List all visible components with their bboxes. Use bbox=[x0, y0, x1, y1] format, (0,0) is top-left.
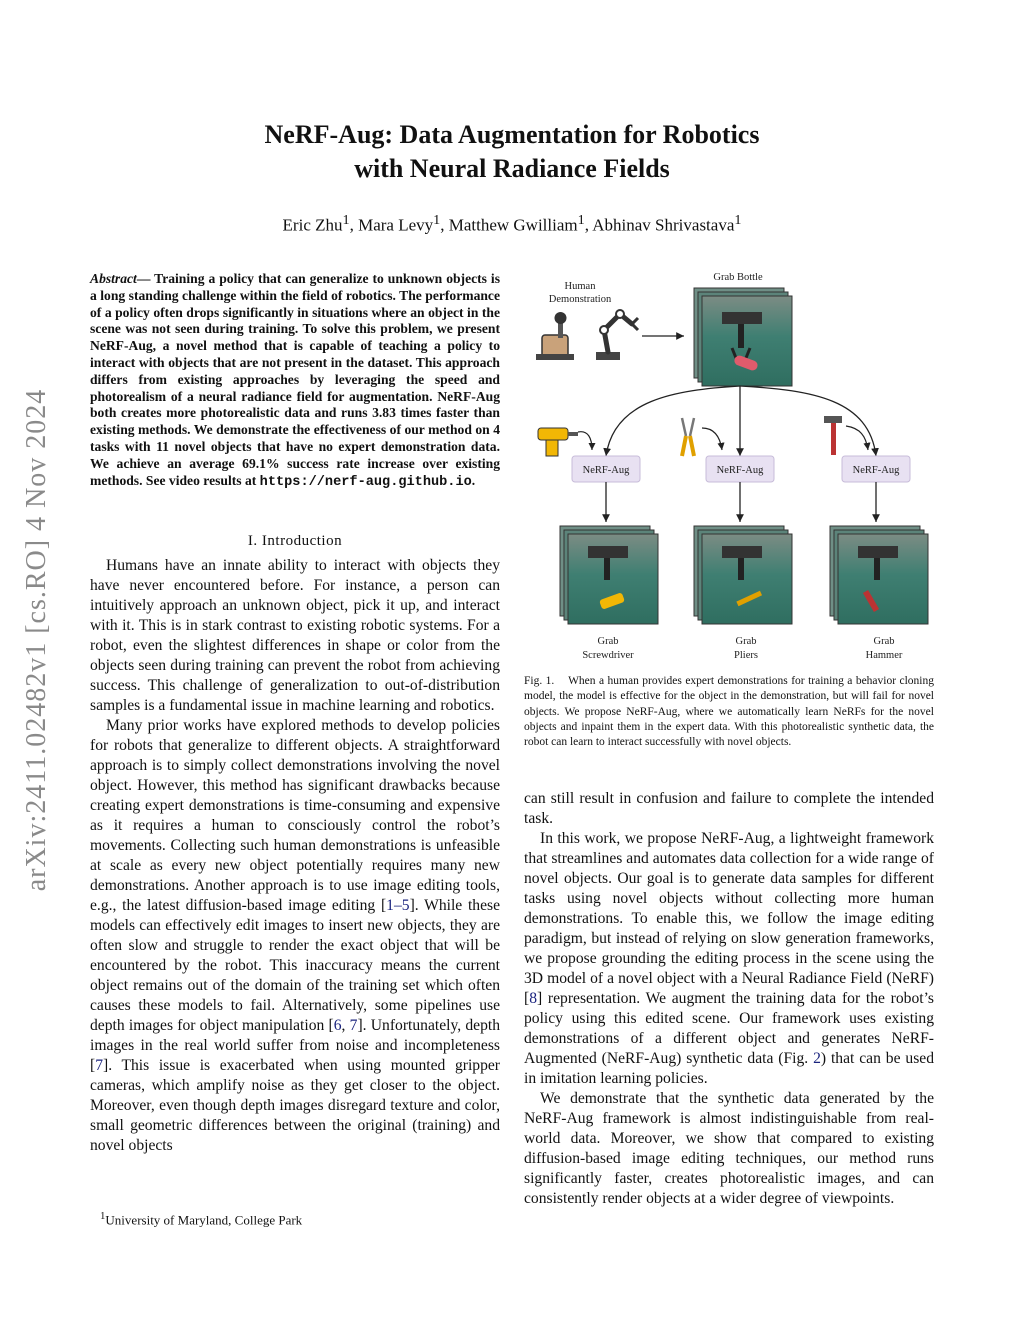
continued-paragraph: can still result in confusion and failure to complete the intended task. bbox=[524, 790, 934, 827]
arrow bbox=[846, 426, 868, 450]
section-heading-introduction: I. Introduction bbox=[247, 533, 343, 549]
author: Mara Levy bbox=[358, 215, 434, 235]
right-column-body bbox=[524, 789, 934, 1209]
arrow bbox=[740, 386, 876, 456]
arrow bbox=[702, 428, 722, 450]
left-column-body bbox=[90, 556, 500, 1156]
drill-icon bbox=[538, 428, 578, 456]
text-run: ]. This issue is exacerbated when using mounted gripper cameras, which amplify noise as they get closer to the object. Moreover, even though depth images disregard texture and color, small geometric differences between the original (training) and novel objects bbox=[90, 1057, 500, 1154]
title-line-2: with Neural Radiance Fields bbox=[354, 154, 670, 183]
arrow bbox=[578, 432, 592, 450]
nerf-aug-box bbox=[842, 456, 910, 482]
citation-link[interactable]: 7 bbox=[349, 1017, 358, 1034]
caption-label: Fig. 1. bbox=[524, 675, 555, 687]
pliers-icon bbox=[682, 418, 694, 456]
citation-link[interactable]: 7 bbox=[95, 1057, 103, 1074]
arxiv-id: arXiv:2411.02482v1 [cs.RO] 4 Nov 2024 bbox=[21, 388, 52, 892]
arxiv-sidebar-stamp bbox=[14, 350, 60, 930]
author: Abhinav Shrivastava bbox=[592, 215, 735, 235]
nerf-aug-box bbox=[572, 456, 640, 482]
intro-paragraph-1: Humans have an innate ability to interact with objects they have never encountered before. For instance, a person can intuitively approach an unknown object, pick it up, and interact with it. This is in stark contrast to existing robotic systems. For a robot, even the slightest differences in shape or color from the objects seen during training can prevent the robot from achieving success. This challenge of generalization to out-of-distribution samples is a fundamental issue in machine learning and robotics. bbox=[90, 557, 500, 714]
text-run: ]. While these models can effectively edit images to insert new objects, they are often slow and struggle to render the exact object that will be encountered by the robot. This inaccuracy means the current object remains out of the domain of the training set which often causes these models to fail. Alternatively, some pipelines use depth images for object manipulation [ bbox=[90, 897, 501, 1034]
output-label-2-line2: Pliers bbox=[734, 650, 758, 661]
grab-pliers-image-stack bbox=[694, 526, 792, 624]
intro-paragraph-3 bbox=[524, 829, 934, 1089]
text-run: ]. Unfortunately, depth images in the real world suffer from noise and incompleteness [ bbox=[90, 1017, 501, 1074]
project-url-link[interactable]: https://nerf-aug.github.io bbox=[259, 474, 472, 490]
abstract bbox=[90, 271, 500, 491]
figure-1-diagram bbox=[524, 260, 934, 670]
output-label-1-line1: Grab bbox=[597, 636, 619, 647]
citation-separator: , bbox=[341, 1017, 350, 1034]
citation-link[interactable]: 6 bbox=[333, 1017, 342, 1034]
affiliation-mark: 1 bbox=[577, 212, 585, 228]
figure-ref-link[interactable]: 2 bbox=[813, 1050, 821, 1067]
footnote bbox=[100, 1210, 302, 1228]
human-label-line1: Human bbox=[564, 281, 596, 292]
abstract-label: Abstract bbox=[90, 271, 137, 286]
affiliation-mark: 1 bbox=[734, 212, 742, 228]
citation-link[interactable]: 8 bbox=[529, 990, 537, 1007]
text-run: ] representation. We augment the training data for the robot’s policy using this edited scene. Our framework uses existing demonstrations of a different object and generates NeRF-Augmented (NeRF-Aug) synthetic data (Fig. bbox=[524, 990, 934, 1067]
intro-paragraph-4: We demonstrate that the synthetic data generated by the NeRF-Aug framework is almost indistinguishable from real-world data. Moreover, we show that compared to existing diffusion-based image editing techniques, our method runs significantly faster, creates photorealistic images, and can consistently render objects at a wider degree of viewpoints. bbox=[524, 1090, 934, 1207]
nerf-aug-label: NeRF-Aug bbox=[716, 465, 764, 476]
text-run: In this work, we propose NeRF-Aug, a lightweight framework that streamlines and automates data collection for a wide range of novel objects. Our goal is to generate data samples for different tasks using novel objects without collecting more human demonstrations. To enable this, we follow the image editing paradigm, but instead of relying on slow generation frameworks, we propose grounding the editing process in the scene using the 3D model of a novel object with a Neural Radiance Field (NeRF) [ bbox=[524, 830, 934, 1007]
figure-1 bbox=[524, 260, 934, 670]
intro-paragraph-2 bbox=[90, 716, 500, 1156]
output-label-2-line1: Grab bbox=[735, 636, 757, 647]
text-run: Many prior works have explored methods to develop policies for robots that generalize to different objects. A straightforward approach is to simply collect demonstrations involving the novel object. However, this method has significant drawbacks because creating expert demonstrations is time-consuming and expensive as it requires a human to consciously control the robot’s movements. Collecting such human demonstrations is unfeasible at scale as every new object potentially requires many new demonstrations. Another approach is to use image editing tools, e.g., the latest diffusion-based image editing [ bbox=[90, 717, 500, 914]
author-list: Eric Zhu$^1$, Mara Levy$^1$, Matthew Gwilliam$^1$, Abhinav Shrivastava$^1$ bbox=[282, 212, 742, 235]
abstract-text: — Training a policy that can generalize to unknown objects is a long standing challenge within the field of robotics. The performance of a policy often drops significantly in situations where an object in the scene was not seen during training. To solve this problem, we present NeRF-Aug, a novel method that is capable of teaching a policy to interact with objects that are not present in the dataset. This approach differs from existing approaches by leveraging the speed and photorealism of a neural radiance field for augmentation. NeRF-Aug both creates more photorealistic data and runs 3.83 times faster than existing methods. We demonstrate the effectiveness of our method on 4 tasks with 11 novel objects that have no expert demonstration data. We achieve an average 69.1% success rate increase over existing methods. See video results at bbox=[90, 271, 500, 488]
output-label-3-line2: Hammer bbox=[865, 650, 903, 661]
output-label-1-line2: Screwdriver bbox=[582, 650, 634, 661]
grab-screwdriver-image-stack bbox=[560, 526, 658, 624]
grab-bottle-image-stack bbox=[694, 288, 792, 386]
footnote-text: University of Maryland, College Park bbox=[105, 1212, 303, 1228]
paper-title bbox=[180, 118, 844, 186]
nerf-aug-label: NeRF-Aug bbox=[852, 465, 900, 476]
nerf-aug-box bbox=[706, 456, 774, 482]
output-label-3-line1: Grab bbox=[873, 636, 895, 647]
affiliation-mark: 1 bbox=[342, 212, 350, 228]
robot-arm-icon bbox=[596, 310, 638, 360]
footnote-mark: 1 bbox=[100, 1210, 106, 1222]
title-line-1: NeRF-Aug: Data Augmentation for Robotics bbox=[264, 120, 760, 149]
abstract-end: . bbox=[471, 472, 476, 488]
author: Eric Zhu bbox=[282, 215, 343, 235]
citation-link[interactable]: 1–5 bbox=[386, 897, 410, 914]
top-task-label: Grab Bottle bbox=[713, 272, 763, 283]
arrow bbox=[606, 386, 740, 456]
hammer-icon bbox=[824, 416, 842, 455]
text-run: ) that can be used in imitation learning policies. bbox=[524, 1050, 934, 1087]
joystick-icon bbox=[536, 312, 574, 360]
author: Matthew Gwilliam bbox=[448, 215, 578, 235]
human-label-line2: Demonstration bbox=[548, 294, 612, 305]
affiliation-mark: 1 bbox=[433, 212, 441, 228]
grab-hammer-image-stack bbox=[830, 526, 928, 624]
figure-1-caption bbox=[524, 674, 934, 750]
caption-text: When a human provides expert demonstrations for training a behavior cloning model, the model is effective for the object in the demonstration, but will fail for novel objects. We propose NeRF-Aug, where we automatically learn NeRFs for the novel objects and inpaint them in the expert data. With this photorealistic synthetic data, the robot can learn to interact successfully with novel objects. bbox=[524, 675, 935, 749]
nerf-aug-label: NeRF-Aug bbox=[582, 465, 630, 476]
